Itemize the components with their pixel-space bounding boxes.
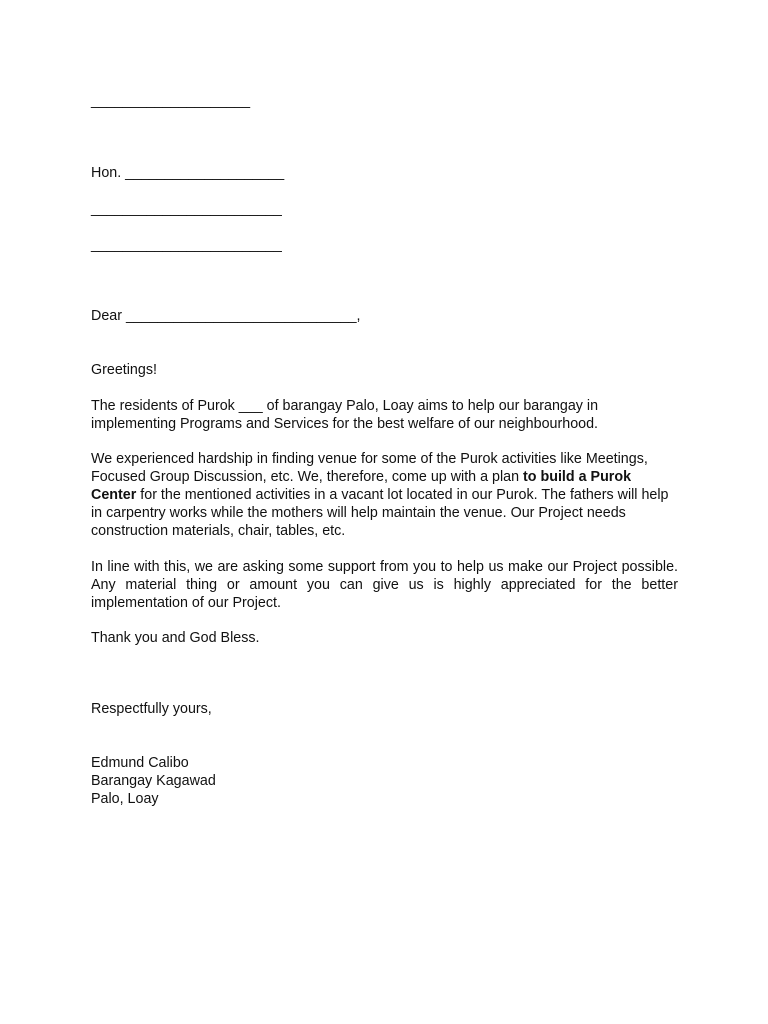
salutation: Dear _____________________________, bbox=[91, 308, 361, 324]
paragraph-hardship-emphasis: to build a Purok Center bbox=[91, 469, 632, 503]
address-line-1: ________________________ bbox=[91, 201, 282, 217]
paragraph-request: In line with this, we are asking some support from you to help us make our Project possible. Any material thing or amount you can give us is highly appreciated for the better implementation of our Project. bbox=[91, 559, 678, 611]
address-line-2: ________________________ bbox=[91, 237, 282, 253]
date-blank: ____________________ bbox=[91, 93, 251, 109]
greeting: Greetings! bbox=[91, 362, 157, 378]
paragraph-hardship bbox=[91, 450, 678, 540]
closing-line: Respectfully yours, bbox=[91, 701, 212, 717]
paragraph-hardship-text-end: for the mentioned activities in a vacant lot located in our Purok. The fathers will help in carpentry works while the mothers will help maintain the venue. Our Project needs construction materials, chair, tables, etc. bbox=[91, 487, 669, 539]
signatory-position: Barangay Kagawad bbox=[91, 773, 216, 789]
thanks-line: Thank you and God Bless. bbox=[91, 630, 260, 646]
signatory-name: Edmund Calibo bbox=[91, 755, 189, 771]
recipient-line: Hon. ____________________ bbox=[91, 165, 285, 181]
paragraph-hardship-text-start: We experienced hardship in finding venue for some of the Purok activities like Meetings, Focused Group Discussion, etc. We, therefore, come up with a plan bbox=[91, 451, 648, 485]
paragraph-intro: The residents of Purok ___ of barangay Palo, Loay aims to help our barangay in implementing Programs and Services for the best welfare of our neighbourhood. bbox=[91, 398, 599, 432]
signatory-location: Palo, Loay bbox=[91, 791, 159, 807]
